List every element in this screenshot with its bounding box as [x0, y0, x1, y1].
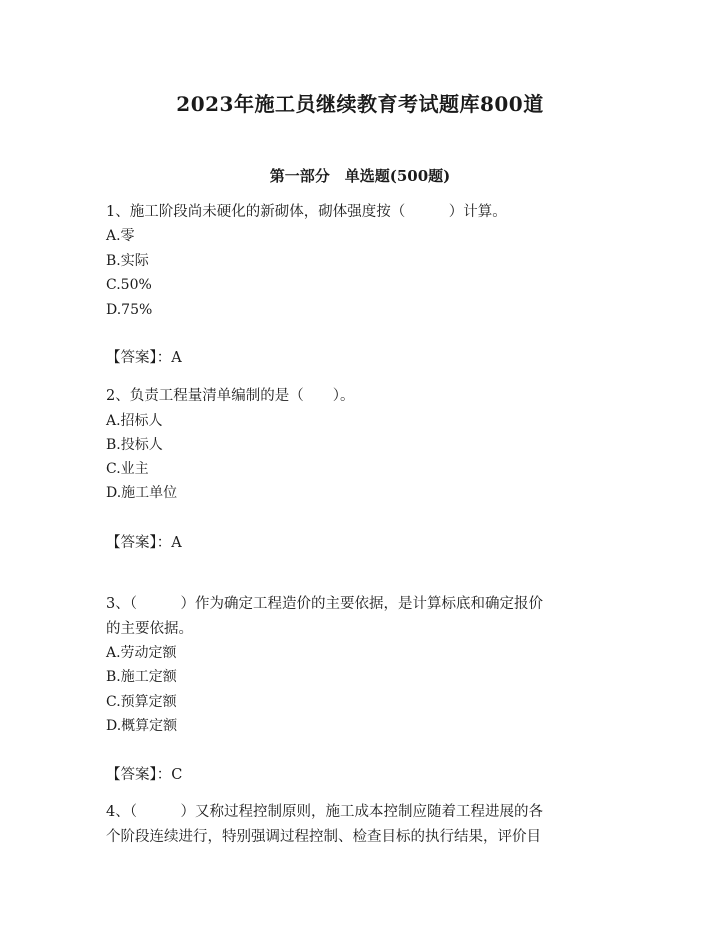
question-3-stem-line-2: 的主要依据。 [106, 621, 193, 637]
question-1-option-b: B.实际 [106, 253, 149, 269]
question-2-option-a: A.招标人 [106, 413, 163, 429]
question-3-option-a: A.劳动定额 [106, 645, 177, 661]
question-2-stem: 2、负责工程量清单编制的是（ ）。 [106, 388, 355, 404]
question-4-stem-line-1: 4、（ ）又称过程控制原则，施工成本控制应随着工程进展的各 [106, 804, 543, 820]
question-3-option-c: C.预算定额 [106, 694, 177, 710]
question-4-stem-line-2: 个阶段连续进行，特别强调过程控制、检查目标的执行结果，评价目 [106, 829, 541, 845]
question-3-option-b: B.施工定额 [106, 669, 177, 685]
question-2-answer: 【答案】：A [106, 535, 182, 551]
question-3-answer: 【答案】：C [106, 767, 183, 783]
section-heading: 第一部分 单选题(500题) [269, 167, 451, 185]
question-3-stem-line-1: 3、（ ）作为确定工程造价的主要依据，是计算标底和确定报价 [106, 596, 543, 612]
question-1-option-a: A.零 [106, 228, 135, 244]
document-title: 2023年施工员继续教育考试题库800道 [176, 92, 544, 116]
question-1-answer: 【答案】：A [106, 350, 182, 366]
question-3-option-d: D.概算定额 [106, 718, 178, 734]
question-2-option-d: D.施工单位 [106, 485, 178, 501]
question-1-option-c: C.50% [106, 277, 152, 293]
question-2-option-c: C.业主 [106, 461, 149, 477]
question-1-stem: 1、施工阶段尚未硬化的新砌体，砌体强度按（ ）计算。 [106, 204, 507, 220]
question-2-option-b: B.投标人 [106, 437, 163, 453]
question-1-option-d: D.75% [106, 302, 153, 318]
